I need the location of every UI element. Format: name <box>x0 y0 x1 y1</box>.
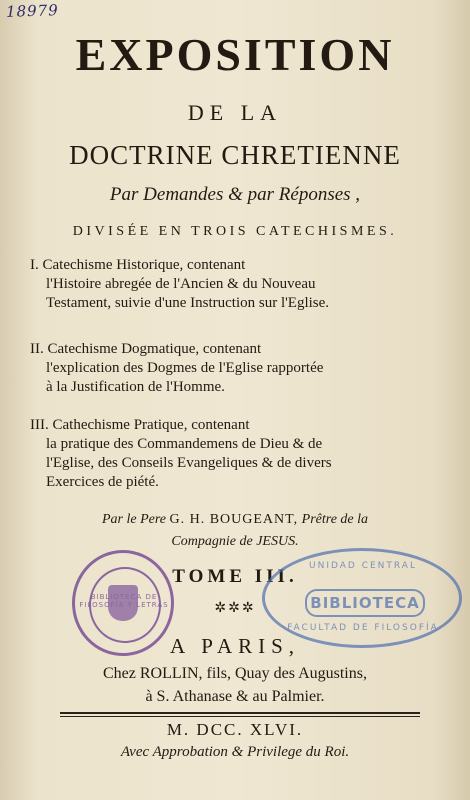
stamp-right-bottom-text: FACULTAD DE FILOSOFÍA <box>287 623 439 633</box>
entry-catechisme-dogmatique <box>30 340 450 397</box>
author-line <box>0 512 470 528</box>
divider-rule <box>60 712 420 714</box>
title-line-2: DE LA <box>187 100 283 125</box>
subtitle: Par Demandes & par Réponses , <box>109 184 361 205</box>
library-stamp-right <box>262 548 462 648</box>
title-line-3: DOCTRINE CHRETIENNE <box>69 140 401 170</box>
division-line: DIVISÉE EN TROIS CATECHISMES. <box>72 224 398 239</box>
entry-line: Testament, suivie d'une Instruction sur l'Eglise. <box>46 295 330 311</box>
entry-catechisme-historique <box>30 256 450 313</box>
author-suffix: Prêtre de la <box>301 512 369 527</box>
tome-number: TOME III. <box>172 566 298 587</box>
author-company: Compagnie de JESUS. <box>171 534 299 549</box>
entry-catechisme-pratique <box>30 416 450 492</box>
entry-line: Exercices de piété. <box>46 474 159 490</box>
entry-line: la pratique des Commandemens de Dieu & de <box>46 436 323 452</box>
approbation-line: Avec Approbation & Privilege du Roi. <box>120 744 350 760</box>
imprint-address: à S. Athanase & au Palmier. <box>145 688 325 705</box>
library-stamp-left <box>72 550 174 656</box>
entry-heading: III. Cathechisme Pratique, contenant <box>30 417 250 433</box>
ornament-icon: ✲✲✲ <box>214 601 256 616</box>
stamp-left-text: BIBLIOTECA DE FILOSOFÍA Y LETRAS <box>79 593 169 609</box>
author-name: G. H. BOUGEANT, <box>169 512 299 527</box>
entry-heading: I. Catechisme Historique, contenant <box>30 257 246 273</box>
divider-rule-thin <box>60 716 420 717</box>
stamp-right-top-text: UNIDAD CENTRAL <box>309 561 417 571</box>
imprint-year: M. DCC. XLVI. <box>166 720 304 739</box>
entry-line: à la Justification de l'Homme. <box>46 379 225 395</box>
entry-line: l'Eglise, des Conseils Evangeliques & de divers <box>46 455 332 471</box>
imprint-place: A PARIS, <box>169 634 301 658</box>
imprint-publisher: Chez ROLLIN, fils, Quay des Augustins, <box>103 665 367 682</box>
shelfmark: 18979 <box>5 1 60 21</box>
author-prefix: Par le Pere <box>101 512 166 527</box>
title-line-1: EXPOSITION <box>75 29 395 80</box>
entry-line: l'Histoire abregée de l'Ancien & du Nouveau <box>46 276 316 292</box>
stamp-right-label: BIBLIOTECA <box>305 589 425 617</box>
entry-heading: II. Catechisme Dogmatique, contenant <box>30 341 262 357</box>
entry-line: l'explication des Dogmes de l'Eglise rapportée <box>46 360 324 376</box>
